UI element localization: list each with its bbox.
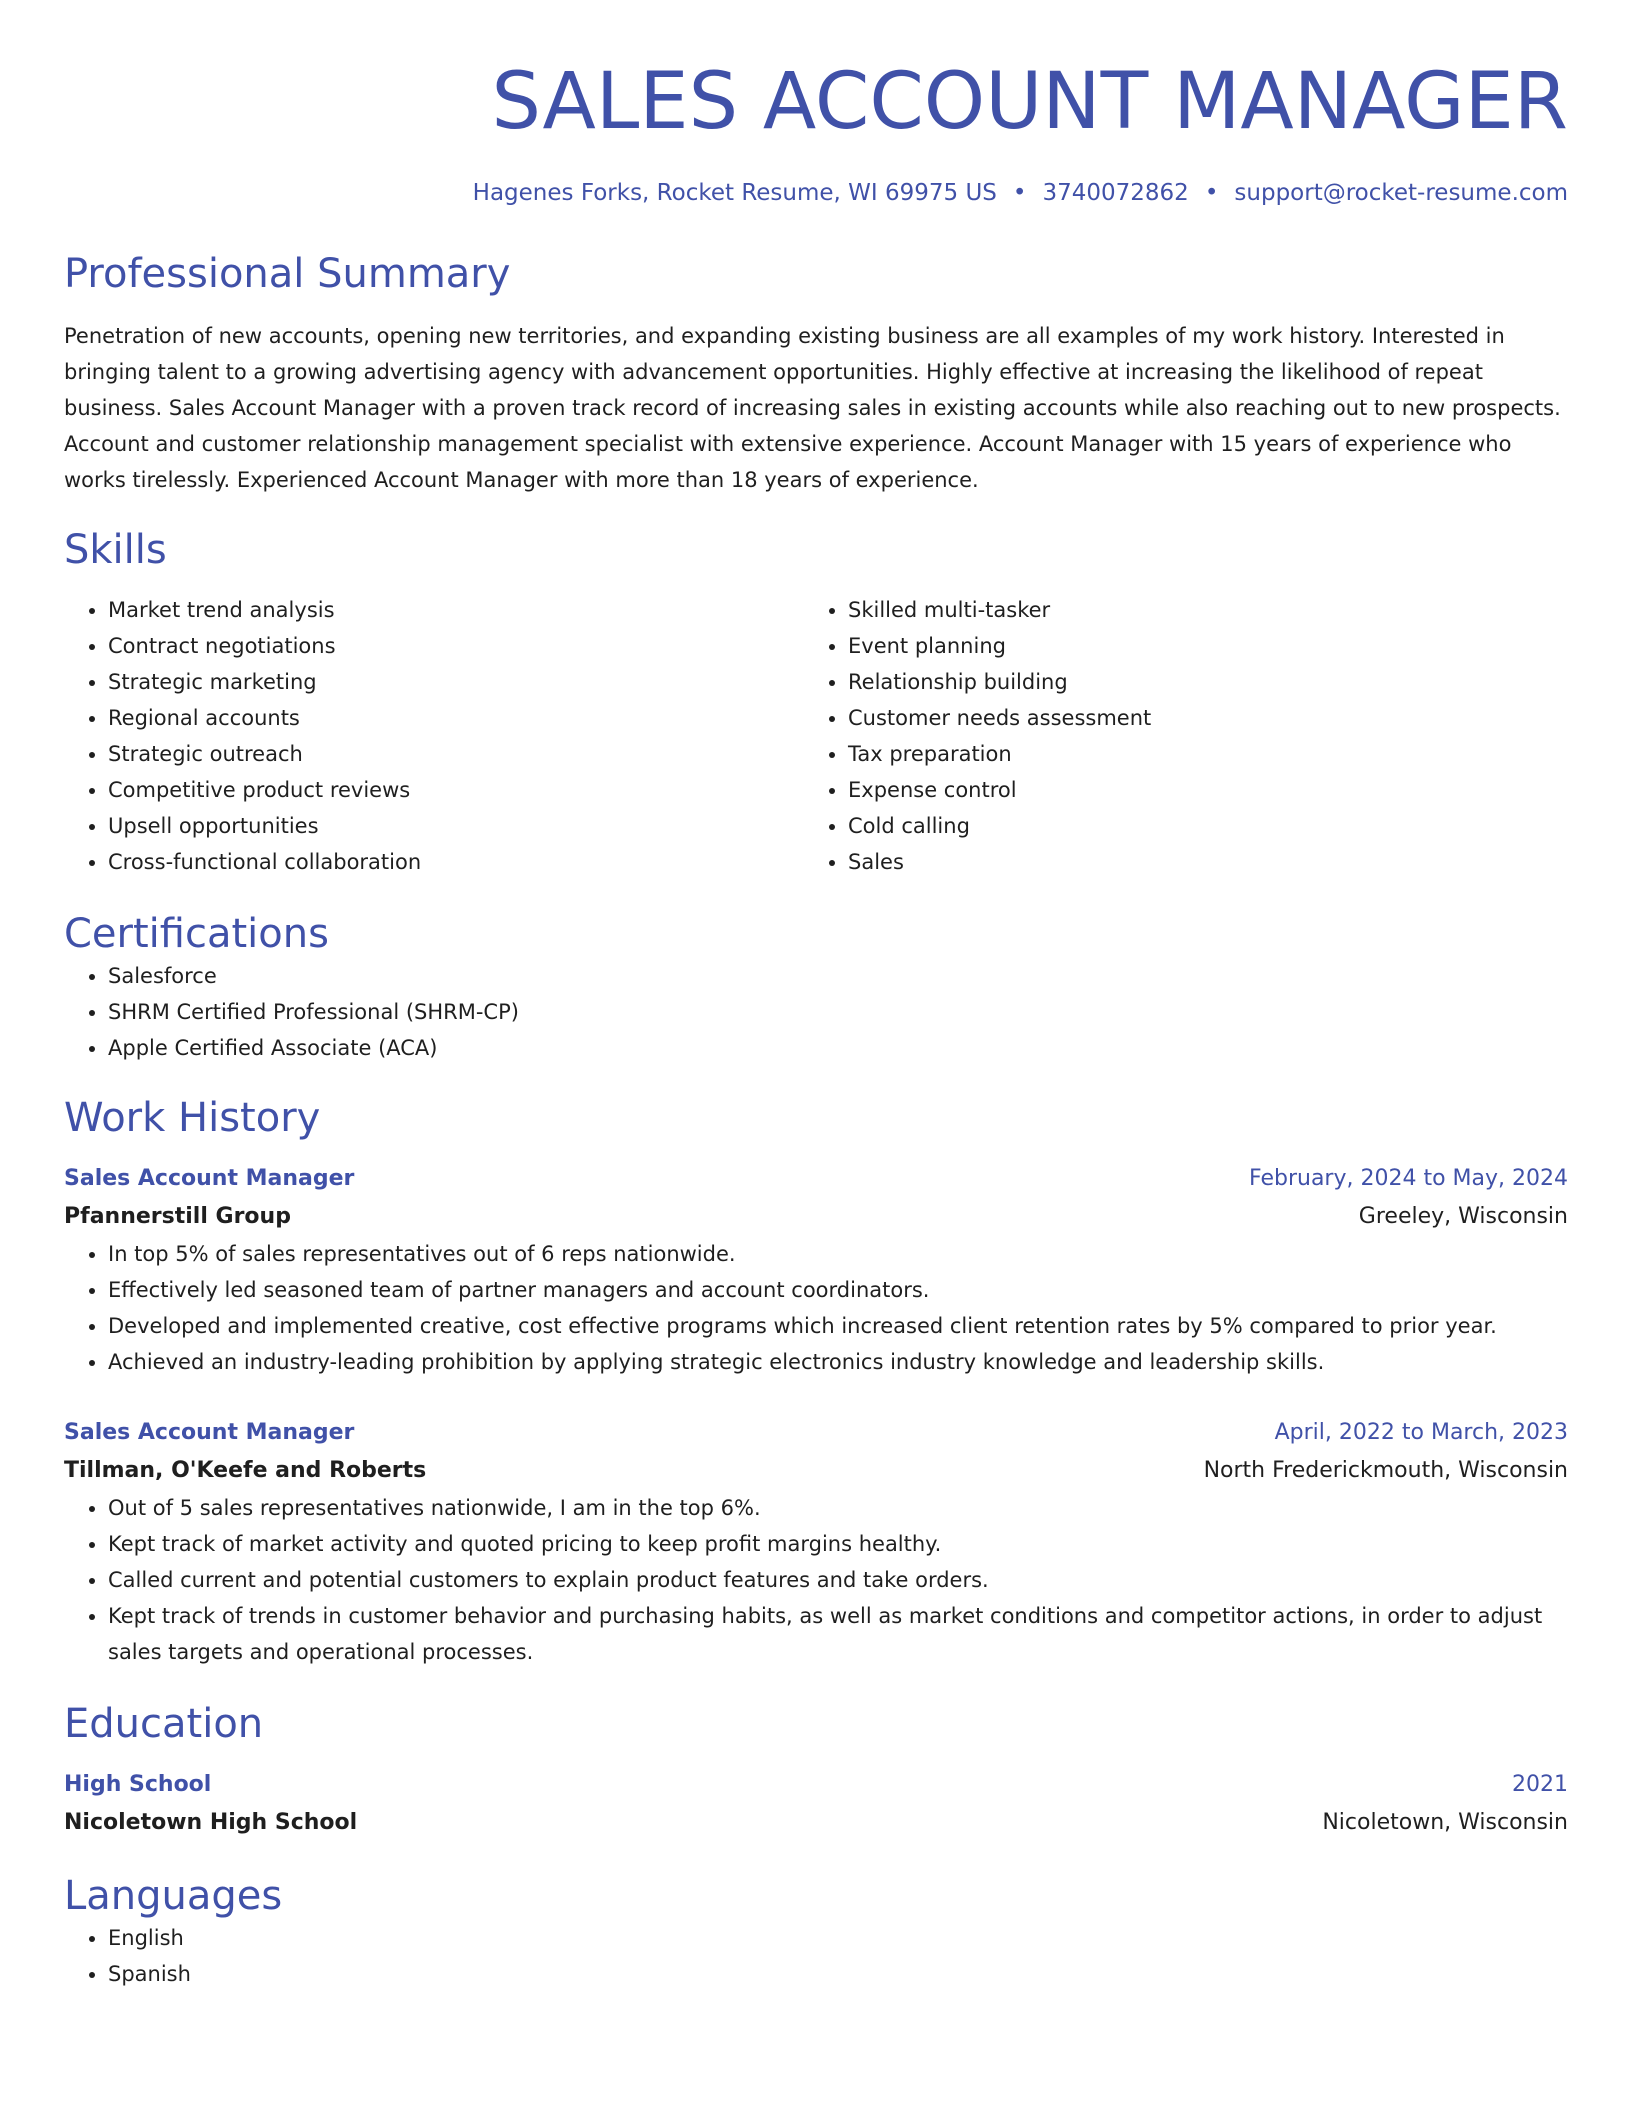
certifications-list: [64, 958, 1568, 1066]
skills-grid: [64, 592, 1568, 880]
education-school: Nicoletown High School: [64, 1810, 358, 1835]
skills-column-left: [64, 592, 804, 880]
skill-item: • Relationship building: [848, 664, 1544, 700]
education-heading: Education: [64, 1701, 264, 1747]
skill-item: • Cross-functional collaboration: [108, 844, 804, 880]
job-bullet: • Effectively led seasoned team of partner managers and account coordinators.: [108, 1272, 1568, 1308]
education-school-row: [64, 1804, 1568, 1842]
skill-item: • Customer needs assessment: [848, 700, 1544, 736]
education-section: [64, 1700, 1568, 1842]
job-bullet: • In top 5% of sales representatives out of 6 reps nationwide.: [108, 1236, 1568, 1272]
job-bullet: • Achieved an industry-leading prohibition by applying strategic electronics industry knowledge and leadership skills.: [108, 1344, 1568, 1380]
work-history-section: [64, 1094, 1568, 1670]
language-item: • English: [108, 1920, 1568, 1956]
certifications-heading: Certifications: [64, 911, 329, 957]
job-role: Sales Account Manager: [64, 1420, 355, 1445]
job-entry: [64, 1160, 1568, 1380]
skill-item: • Regional accounts: [108, 700, 804, 736]
certification-item: • SHRM Certified Professional (SHRM-CP): [108, 994, 1568, 1030]
contact-address: Hagenes Forks, Rocket Resume, WI 69975 US: [472, 180, 997, 206]
contact-separator: •: [1012, 180, 1027, 206]
job-bullet: • Called current and potential customers to explain product features and take orders.: [108, 1562, 1568, 1598]
job-company-row: [64, 1198, 1568, 1236]
resume-header: [64, 56, 1568, 208]
skills-list-left: [64, 592, 804, 880]
language-item: • Spanish: [108, 1956, 1568, 1992]
education-location: Nicoletown, Wisconsin: [1322, 1810, 1568, 1835]
contact-phone: 3740072862: [1042, 180, 1189, 206]
languages-heading: Languages: [64, 1873, 283, 1919]
job-role: Sales Account Manager: [64, 1166, 355, 1191]
summary-section: [64, 250, 1568, 498]
job-dates: February, 2024 to May, 2024: [1249, 1166, 1568, 1191]
summary-text: Penetration of new accounts, opening new territories, and expanding existing business are all examples of my work history. Interested in bringing talent to a growing advertising agency with advancement opportunities. Highly effective at increasing the likelihood of repeat business. Sales Account Manager with a proven track record of increasing sales in existing accounts while also reaching out to new prospects. Account and customer relationship management specialist with extensive experience. Account Manager with 15 years of experience who works tirelessly. Experienced Account Manager with more than 18 years of experience.: [64, 324, 1561, 492]
job-location: Greeley, Wisconsin: [1358, 1204, 1568, 1229]
contact-email[interactable]: support@rocket-resume.com: [1234, 180, 1568, 206]
contact-line: [64, 178, 1568, 208]
job-company: Tillman, O'Keefe and Roberts: [64, 1458, 427, 1483]
summary-heading: Professional Summary: [64, 251, 511, 297]
certifications-section: [64, 910, 1568, 1066]
certification-item: • Apple Certified Associate (ACA): [108, 1030, 1568, 1066]
skill-item: • Strategic marketing: [108, 664, 804, 700]
languages-list: [64, 1920, 1568, 1992]
skill-item: • Strategic outreach: [108, 736, 804, 772]
skill-item: • Skilled multi-tasker: [848, 592, 1544, 628]
skills-list-right: [804, 592, 1544, 880]
skill-item: • Upsell opportunities: [108, 808, 804, 844]
education-header-row: [64, 1766, 1568, 1804]
job-location: North Frederickmouth, Wisconsin: [1203, 1458, 1568, 1483]
job-bullet: • Developed and implemented creative, cost effective programs which increased client retention rates by 5% compared to prior year.: [108, 1308, 1568, 1344]
skill-item: • Event planning: [848, 628, 1544, 664]
job-bullet: • Kept track of market activity and quoted pricing to keep profit margins healthy.: [108, 1526, 1568, 1562]
skill-item: • Contract negotiations: [108, 628, 804, 664]
job-bullet: • Out of 5 sales representatives nationwide, I am in the top 6%.: [108, 1490, 1568, 1526]
job-header-row: [64, 1414, 1568, 1452]
skill-item: • Sales: [848, 844, 1544, 880]
education-entry: [64, 1766, 1568, 1842]
education-degree: High School: [64, 1772, 212, 1797]
job-company: Pfannerstill Group: [64, 1204, 291, 1229]
languages-section: [64, 1872, 1568, 1992]
job-bullet-list: [64, 1490, 1568, 1670]
skill-item: • Competitive product reviews: [108, 772, 804, 808]
job-bullet-list: [64, 1236, 1568, 1380]
job-header-row: [64, 1160, 1568, 1198]
skill-item: • Expense control: [848, 772, 1544, 808]
education-year: 2021: [1512, 1772, 1568, 1797]
skill-item: • Cold calling: [848, 808, 1544, 844]
skill-item: • Tax preparation: [848, 736, 1544, 772]
contact-separator: •: [1204, 180, 1219, 206]
candidate-name: SALES ACCOUNT MANAGER: [491, 57, 1568, 147]
skills-section: [64, 526, 1568, 880]
certification-item: • Salesforce: [108, 958, 1568, 994]
work-history-heading: Work History: [64, 1095, 321, 1141]
skills-column-right: [804, 592, 1544, 880]
skills-heading: Skills: [64, 527, 167, 573]
job-entry: [64, 1414, 1568, 1670]
job-bullet: • Kept track of trends in customer behavior and purchasing habits, as well as market conditions and competitor actions, in order to adjust sales targets and operational processes.: [108, 1598, 1568, 1670]
skill-item: • Market trend analysis: [108, 592, 804, 628]
job-dates: April, 2022 to March, 2023: [1274, 1420, 1568, 1445]
job-company-row: [64, 1452, 1568, 1490]
